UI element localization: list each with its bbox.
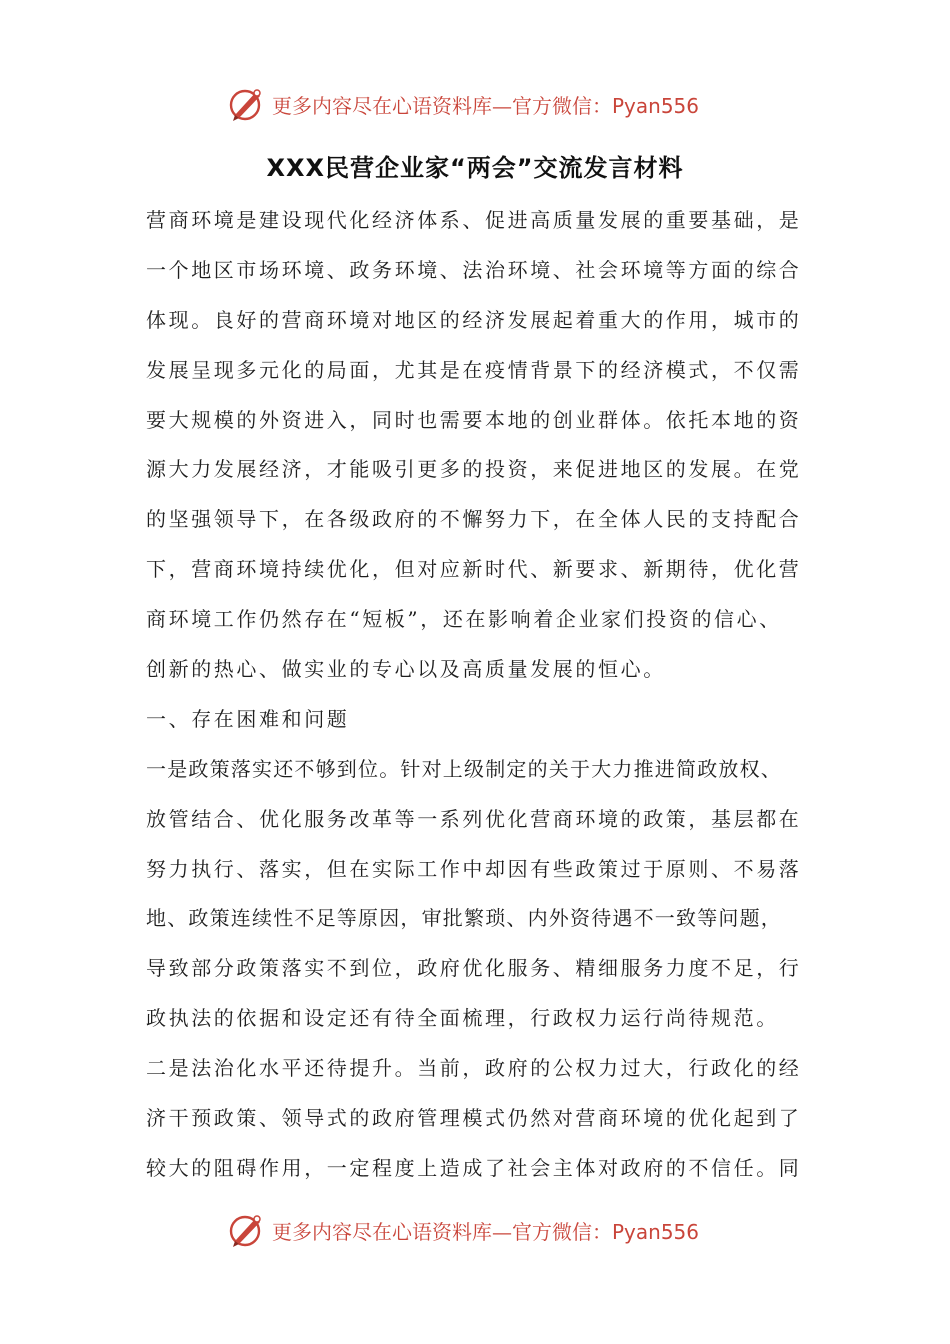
body-line: 的坚强领导下，在各级政府的不懈努力下，在全体人民的支持配合: [146, 507, 802, 532]
wechat-id: Pyan556: [612, 1219, 700, 1244]
body-line: 二是法治化水平还待提升。当前，政府的公权力过大，行政化的经: [146, 1056, 802, 1081]
document-body: [146, 196, 821, 1194]
watermark-footer: [226, 1208, 746, 1252]
pen-logo-icon: [226, 1210, 266, 1250]
watermark-text: 更多内容尽在心语资料库—官方微信：Pyan556: [272, 93, 700, 118]
body-line: 营商环境是建设现代化经济体系、促进高质量发展的重要基础，是: [146, 208, 802, 232]
section-heading: 一、存在困难和问题: [146, 706, 350, 731]
body-line: 发展呈现多元化的局面，尤其是在疫情背景下的经济模式，不仅需: [146, 357, 802, 382]
body-line: 政执法的依据和设定还有待全面梳理，行政权力运行尚待规范。: [146, 1006, 779, 1031]
document-title: XXX民营企业家“两会”交流发言材料: [266, 154, 684, 182]
body-line: 放管结合、优化服务改革等一系列优化营商环境的政策，基层都在: [146, 806, 802, 831]
body-line: 要大规模的外资进入，同时也需要本地的创业群体。依托本地的资: [146, 407, 802, 432]
watermark-text: 更多内容尽在心语资料库—官方微信：Pyan556: [272, 1219, 700, 1244]
pen-logo-icon: [226, 84, 266, 124]
body-line: 努力执行、落实，但在实际工作中却因有些政策过于原则、不易落: [146, 856, 802, 881]
wechat-id: Pyan556: [612, 93, 700, 118]
body-line: 一个地区市场环境、政务环境、法治环境、社会环境等方面的综合: [146, 257, 802, 282]
watermark-header: [226, 82, 746, 126]
body-line: 导致部分政策落实不到位，政府优化服务、精细服务力度不足，行: [146, 956, 802, 981]
body-line: 商环境工作仍然存在“短板”，还在影响着企业家们投资的信心、: [146, 607, 782, 632]
body-line: 较大的阻碍作用，一定程度上造成了社会主体对政府的不信任。同: [146, 1155, 802, 1180]
body-line: 创新的热心、做实业的专心以及高质量发展的恒心。: [146, 657, 666, 682]
body-line: 体现。良好的营商环境对地区的经济发展起着重大的作用，城市的: [146, 307, 802, 332]
body-line: 下，营商环境持续优化，但对应新时代、新要求、新期待，优化营: [146, 557, 802, 582]
body-line: 一是政策落实还不够到位。针对上级制定的关于大力推进简政放权、: [146, 756, 782, 781]
body-line: 济干预政策、领导式的政府管理模式仍然对营商环境的优化起到了: [146, 1106, 802, 1131]
body-line: 地、政策连续性不足等原因，审批繁琐、内外资待遇不一致等问题，: [146, 906, 782, 931]
body-line: 源大力发展经济，才能吸引更多的投资，来促进地区的发展。在党: [146, 457, 802, 482]
